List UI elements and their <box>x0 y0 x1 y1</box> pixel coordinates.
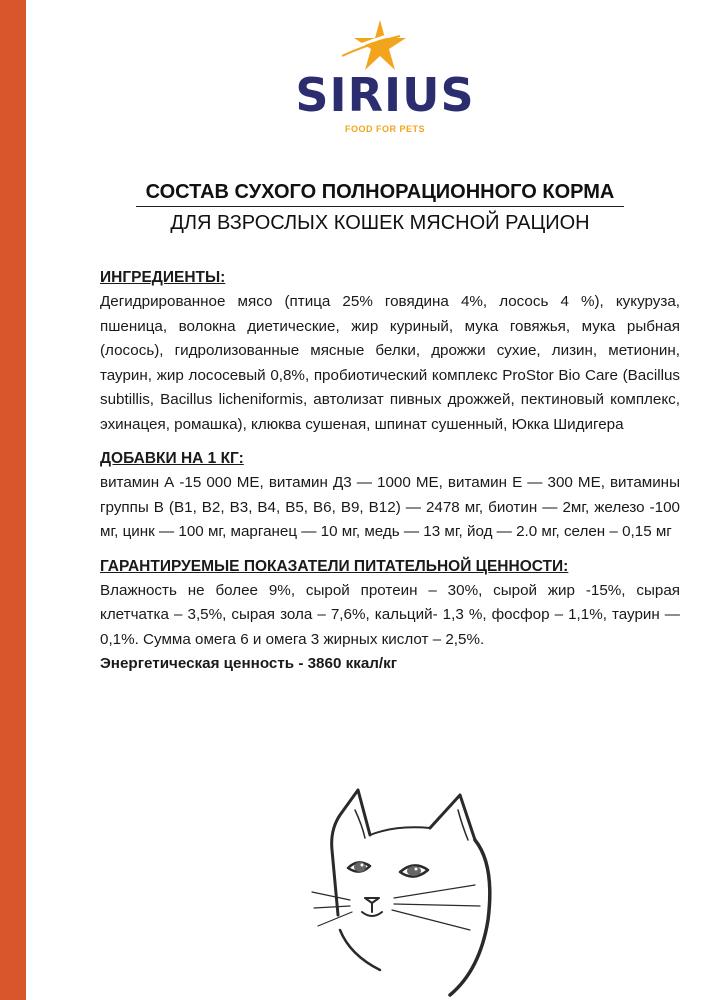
brand-logo <box>270 18 500 138</box>
brand-tagline: FOOD FOR PETS <box>344 124 425 134</box>
side-stripe <box>0 0 26 1000</box>
cat-face-sketch-icon <box>310 780 560 1000</box>
nutrition-title: ГАРАНТИРУЕМЫЕ ПОКАЗАТЕЛИ ПИТАТЕЛЬНОЙ ЦЕННОСТИ: <box>100 557 569 575</box>
ingredients-section <box>100 266 680 437</box>
brand-name: SIRIUS <box>295 68 475 122</box>
additives-text: витамин А -15 000 МЕ, витамин Д3 — 1000 МЕ, витамин Е — 300 МЕ, витамины группы В (В1, В2, В3, В4, В5, В6, В9, В12) — 2478 мг, биотин — 2мг, железо -100 мг, цинк — 100 мг, марганец — 10 мг, медь — 13 мг, йод — 2.0 мг, селен – 0,15 мг <box>100 474 680 540</box>
nutrition-text: Влажность не более 9%, сырой протеин – 30%, сырой жир -15%, сырая клетчатка – 3,5%, сырая зола – 7,6%, кальций- 1,3 %, фосфор – 1,1%, таурин — 0,1%. Сумма омега 6 и омега 3 жирных кислот – 2,5%. <box>100 581 680 648</box>
nutrition-section <box>100 555 680 677</box>
ingredients-text: Дегидрированное мясо (птица 25% говядина 4%, лосось 4 %), кукуруза, пшеница, волокна диетические, жир куриный, мука говяжья, мука рыбная (лосось), гидролизованные мясные белки, дрожжи сухие, лизин, метионин, таурин, жир лососевый 0,8%, пробиотический комплекс ProStor Bio Care (Bacillus subtillis, Bacillus licheniformis, автолизат пивных дрожжей, пектиновый комплекс, эхинацея, ромашка), клюква сушеная, шпинат сушенный, Юкка Шидигера <box>100 293 680 433</box>
page-title <box>100 180 660 237</box>
additives-section <box>100 447 680 545</box>
title-line-2: ДЛЯ ВЗРОСЛЫХ КОШЕК МЯСНОЙ РАЦИОН <box>170 212 590 234</box>
title-line-1: СОСТАВ СУХОГО ПОЛНОРАЦИОННОГО КОРМА <box>136 180 625 207</box>
ingredients-title: ИНГРЕДИЕНТЫ: <box>100 269 226 286</box>
composition-content <box>100 266 680 687</box>
energy-value: Энергетическая ценность - 3860 ккал/кг <box>100 655 398 672</box>
additives-title: ДОБАВКИ НА 1 КГ: <box>100 450 244 467</box>
